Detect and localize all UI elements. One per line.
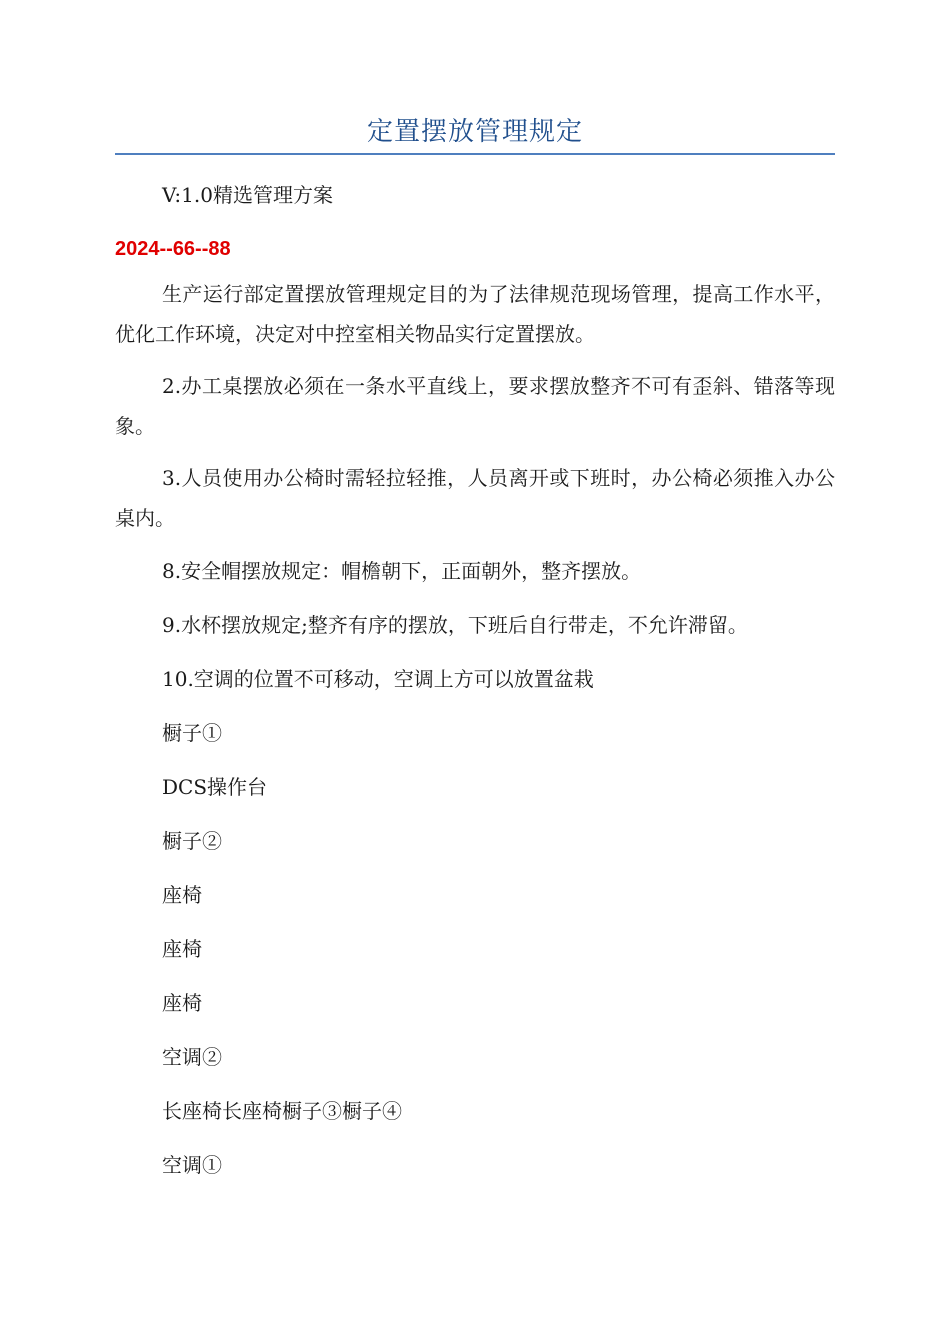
layout-item-line: 座椅 xyxy=(162,883,202,907)
rule-8-line: 8.安全帽摆放规定：帽檐朝下，正面朝外，整齐摆放。 xyxy=(162,559,642,583)
document-date: 2024--66--88 xyxy=(115,238,231,260)
paragraph-purpose: 生产运行部定置摆放管理规定目的为了法律规范现场管理，提高工作水平，优化工作环境，决定对中控室相关物品实行定置摆放。 xyxy=(115,282,835,346)
paragraph-rule-2: 2.办工桌摆放必须在一条水平直线上，要求摆放整齐不可有歪斜、错落等现象。 xyxy=(115,374,835,438)
layout-item-line: 长座椅长座椅橱子③橱子④ xyxy=(162,1099,402,1123)
layout-item-line: 空调① xyxy=(162,1153,222,1177)
rule-9-line: 9.水杯摆放规定;整齐有序的摆放，下班后自行带走，不允许滞留。 xyxy=(162,613,748,637)
paragraph-rule-3: 3.人员使用办公椅时需轻拉轻推，人员离开或下班时，办公椅必须推入办公桌内。 xyxy=(115,466,835,530)
version-label: V:1.0精选管理方案 xyxy=(162,183,333,207)
layout-item-line: 空调② xyxy=(162,1045,222,1069)
document-title: 定置摆放管理规定 xyxy=(366,117,583,147)
layout-item-line: DCS操作台 xyxy=(162,775,268,799)
layout-item-line: 座椅 xyxy=(162,991,202,1015)
layout-item-line: 橱子① xyxy=(162,721,222,745)
layout-item-line: 橱子② xyxy=(162,829,222,853)
layout-item-line: 座椅 xyxy=(162,937,202,961)
title-underline xyxy=(115,153,835,155)
rule-10-line: 10.空调的位置不可移动，空调上方可以放置盆栽 xyxy=(162,667,594,691)
